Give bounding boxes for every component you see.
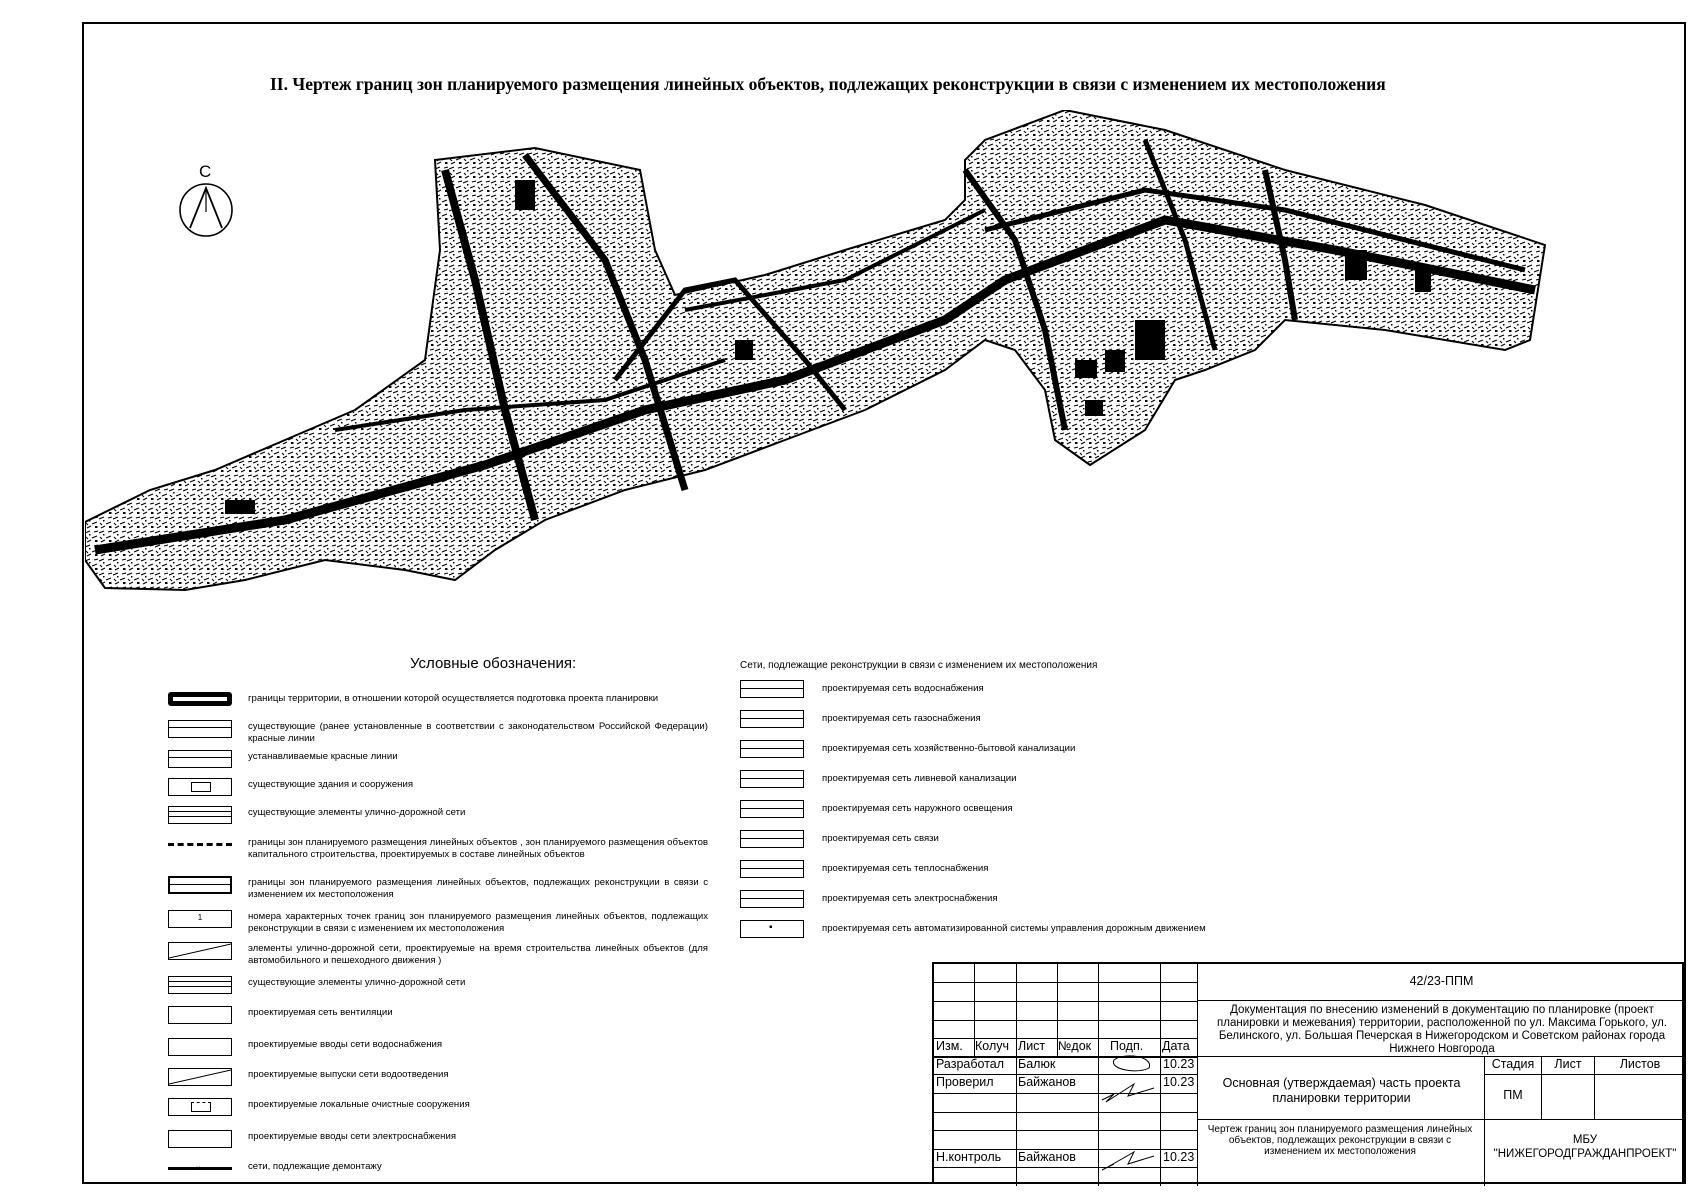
header-koluch: Колуч <box>975 1039 1010 1053</box>
legend-item-text: проектируемая сеть вентиляции <box>248 1007 393 1018</box>
lock-icon: ▪ <box>769 922 773 933</box>
legend-point-number: 1 <box>197 913 203 922</box>
header-data: Дата <box>1162 1039 1190 1053</box>
planning-map <box>85 110 1685 640</box>
org-line2: "НИЖЕГОРОДГРАЖДАНПРОЕКТ" <box>1493 1148 1677 1160</box>
legend-right-heading: Сети, подлежащие реконструкции в связи с изменением их местоположения <box>740 660 1098 671</box>
legend-network-text: проектируемая сеть газоснабжения <box>822 713 981 724</box>
date-normcontrol: 10.23 <box>1163 1150 1195 1164</box>
legend-network-symbol <box>740 770 804 788</box>
name-checker: Байжанов <box>1018 1075 1076 1089</box>
project-title: Документация по внесению изменений в документацию по планировке (проект планировки и межевания) территории, расположенной по ул. Максима Горького, ул. Белинского, ул. Большая Печерская в Нижегородском и Советском районах города Нижнего Новгорода <box>1217 1004 1667 1055</box>
legend-symbol-double-line <box>168 720 232 738</box>
legend-network-symbol <box>740 800 804 818</box>
legend-item-text: элементы улично-дорожной сети, проектируемые на время строительства линейных объектов (для автомобильного и пешеходного движения ) <box>248 943 708 966</box>
legend-network-symbol <box>740 710 804 728</box>
legend-item-text: границы зон планируемого размещения линейных объектов, подлежащих реконструкции в связи с изменением их местоположения <box>248 877 708 900</box>
date-checker: 10.23 <box>1163 1075 1195 1089</box>
legend-network-symbol <box>740 680 804 698</box>
legend-symbol-cross-line: × <box>168 1160 232 1178</box>
legend-item-text: проектируемые вводы сети водоснабжения <box>248 1039 443 1050</box>
legend-network-symbol <box>740 740 804 758</box>
name-normcontrol: Байжанов <box>1018 1150 1076 1164</box>
north-label: С <box>199 162 212 181</box>
legend-network-symbol <box>740 890 804 908</box>
legend-item-text: номера характерных точек границ зон планируемого размещения линейных объектов, подлежащих реконструкции в связи с изменением их местоположения <box>248 911 708 934</box>
legend-item-text: границы зон планируемого размещения линейных объектов , зон планируемого размещения объектов капитального строительства, проектируемых в составе линейных объектов <box>248 837 708 860</box>
role-checker: Проверил <box>936 1075 994 1089</box>
legend-network-text: проектируемая сеть автоматизированной системы управления дорожным движением <box>822 923 1206 934</box>
signatures <box>1094 1052 1174 1172</box>
title-block <box>932 962 1684 1184</box>
legend-item-text: существующие элементы улично-дорожной сети <box>248 977 466 988</box>
legend-symbol-line <box>168 1006 232 1024</box>
legend-item-text: границы территории, в отношении которой осуществляется подготовка проекта планировки <box>248 693 659 704</box>
legend-network-text: проектируемая сеть водоснабжения <box>822 683 984 694</box>
legend-item-text: устанавливаемые красные линии <box>248 751 398 762</box>
role-developer: Разработал <box>936 1057 1005 1071</box>
legend-symbol-box <box>168 1098 232 1116</box>
legend-item-text: сети, подлежащие демонтажу <box>248 1161 382 1172</box>
legend-item-text: проектируемые вводы сети электроснабжения <box>248 1131 457 1142</box>
legend-symbol-double-thick <box>168 876 232 894</box>
legend-symbol-double-line <box>168 750 232 768</box>
legend-item-text: существующие здания и сооружения <box>248 779 414 790</box>
legend-item-text: существующие (ранее установленные в соответствии с законодательством Российской Федерации) красные линии <box>248 721 708 744</box>
legend-item-text: проектируемые выпуски сети водоотведения <box>248 1069 449 1080</box>
legend-symbol-thick-dashed <box>168 692 232 706</box>
legend-network-symbol <box>740 860 804 878</box>
header-podp: Подп. <box>1110 1039 1144 1053</box>
legend-symbol-building <box>168 778 232 796</box>
legend-network-text: проектируемая сеть ливневой канализации <box>822 773 1017 784</box>
date-developer: 10.23 <box>1163 1057 1195 1071</box>
legend-heading: Условные обозначения: <box>410 655 577 672</box>
document-code: 42/23-ППМ <box>1409 974 1474 988</box>
header-izm: Изм. <box>936 1039 963 1053</box>
sheet-header: Лист <box>1554 1057 1582 1071</box>
legend-symbol-dashed <box>168 836 232 854</box>
legend-item-text: существующие элементы улично-дорожной сети <box>248 807 466 818</box>
legend-symbol-diagonal <box>168 1068 232 1086</box>
legend-symbol-line <box>168 1038 232 1056</box>
name-developer: Балюк <box>1018 1057 1056 1071</box>
legend-network-text: проектируемая сеть электроснабжения <box>822 893 998 904</box>
legend-symbol-hatch <box>168 976 232 994</box>
legend-symbol-hatch <box>168 806 232 824</box>
stage-header: Стадия <box>1491 1057 1535 1071</box>
legend-symbol-number <box>168 910 232 928</box>
legend-network-text: проектируемая сеть теплоснабжения <box>822 863 989 874</box>
role-normcontrol: Н.контроль <box>936 1150 1002 1164</box>
org-line1: МБУ <box>1572 1134 1598 1146</box>
legend-network-text: проектируемая сеть хозяйственно-бытовой канализации <box>822 743 1076 754</box>
drawing-title: II. Чертеж границ зон планируемого размещения линейных объектов, подлежащих реконструкции в связи с изменением их местоположения <box>270 74 1386 94</box>
legend-network-symbol <box>740 830 804 848</box>
legend-network-symbol <box>740 920 804 938</box>
section-title: Основная (утверждаемая) часть проекта планировки территории <box>1222 1076 1461 1105</box>
legend-network-text: проектируемая сеть связи <box>822 833 939 844</box>
legend-item-text: проектируемые локальные очистные сооружения <box>248 1099 470 1110</box>
sheets-header: Листов <box>1619 1057 1661 1071</box>
stage-value: ПМ <box>1503 1088 1523 1102</box>
legend-network-text: проектируемая сеть наружного освещения <box>822 803 1013 814</box>
drawing-name: Чертеж границ зон планируемого размещения линейных объектов, подлежащих реконструкции в связи с изменением их местоположения <box>1207 1124 1473 1157</box>
header-ndok: №док <box>1058 1039 1092 1053</box>
legend-symbol-diagonal <box>168 942 232 960</box>
header-list: Лист <box>1018 1039 1046 1053</box>
legend-symbol-line <box>168 1130 232 1148</box>
